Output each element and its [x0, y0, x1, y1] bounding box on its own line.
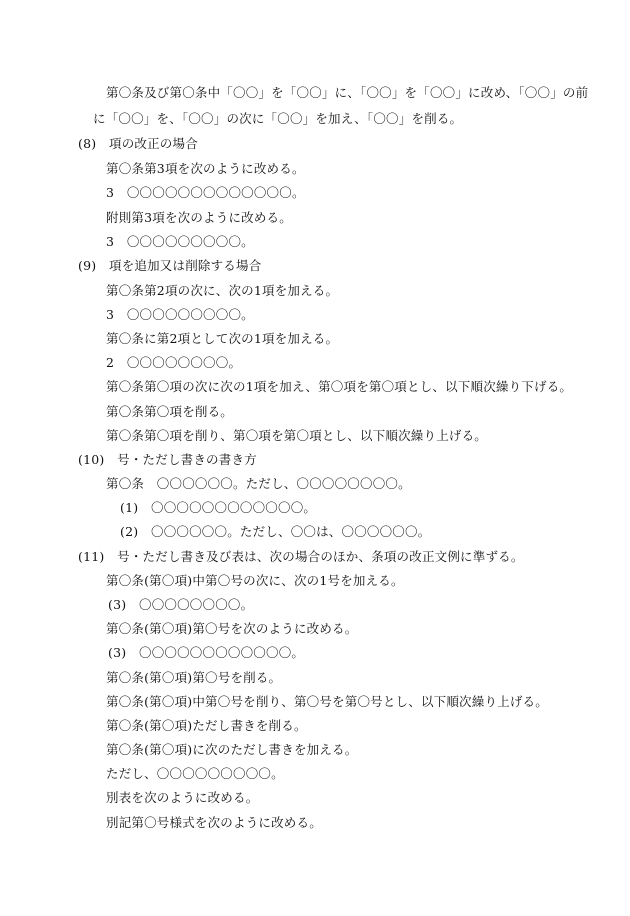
text-line-15: 第〇条第〇項を削り、第〇項を第〇項とし、以下順次繰り上げる。	[106, 428, 488, 443]
text-line-18: (1) 〇〇〇〇〇〇〇〇〇〇〇〇。	[120, 500, 317, 515]
text-line-29: ただし、〇〇〇〇〇〇〇〇〇。	[106, 766, 284, 781]
text-line-30: 別表を次のように改める。	[106, 790, 259, 805]
text-line-9: 第〇条第2項の次に、次の1項を加える。	[106, 283, 339, 298]
text-line-7: 3 〇〇〇〇〇〇〇〇〇。	[106, 234, 254, 249]
text-line-22: (3) 〇〇〇〇〇〇〇〇。	[108, 597, 254, 612]
text-line-10: 3 〇〇〇〇〇〇〇〇〇。	[106, 307, 254, 322]
text-line-19: (2) 〇〇〇〇〇〇。ただし、〇〇は、〇〇〇〇〇〇。	[120, 524, 431, 539]
text-line-6: 附則第3項を次のように改める。	[106, 210, 292, 225]
text-line-4: 第〇条第3項を次のように改める。	[106, 161, 305, 176]
section-heading-10: (10) 号・ただし書きの書き方	[78, 452, 257, 467]
text-line-5: 3 〇〇〇〇〇〇〇〇〇〇〇〇〇。	[106, 185, 305, 200]
text-line-27: 第〇条(第〇項)ただし書きを削る。	[106, 718, 307, 733]
text-line-12: 2 〇〇〇〇〇〇〇〇。	[106, 355, 242, 370]
text-line-11: 第〇条に第2項として次の1項を加える。	[106, 331, 339, 346]
section-heading-11: (11) 号・ただし書き及び表は、次の場合のほか、条項の改正文例に準ずる。	[78, 549, 524, 564]
text-line-25: 第〇条(第〇項)第〇号を削る。	[106, 670, 282, 685]
text-line-14: 第〇条第〇項を削る。	[106, 404, 234, 419]
text-line-31: 別記第〇号様式を次のように改める。	[106, 815, 322, 830]
text-line-13: 第〇条第〇項の次に次の1項を加え、第〇項を第〇項とし、以下順次繰り下げる。	[106, 379, 573, 394]
section-heading-9: (9) 項を追加又は削除する場合	[78, 258, 262, 273]
text-line-2: に「〇〇」を、「〇〇」の次に「〇〇」を加え、「〇〇」を削る。	[93, 111, 463, 126]
text-line-17: 第〇条 〇〇〇〇〇〇。ただし、〇〇〇〇〇〇〇〇。	[106, 476, 411, 491]
text-line-24: (3) 〇〇〇〇〇〇〇〇〇〇〇〇。	[108, 645, 305, 660]
section-heading-8: (8) 項の改正の場合	[78, 136, 198, 151]
text-line-23: 第〇条(第〇項)第〇号を次のように改める。	[106, 621, 358, 636]
text-line-1: 第〇条及び第〇条中「〇〇」を「〇〇」に、「〇〇」を「〇〇」に改め、「〇〇」の前	[106, 85, 589, 100]
text-line-21: 第〇条(第〇項)中第〇号の次に、次の1号を加える。	[106, 573, 404, 588]
text-line-28: 第〇条(第〇項)に次のただし書きを加える。	[106, 742, 358, 757]
text-line-26: 第〇条(第〇項)中第〇号を削り、第〇号を第〇号とし、以下順次繰り上げる。	[106, 694, 548, 709]
